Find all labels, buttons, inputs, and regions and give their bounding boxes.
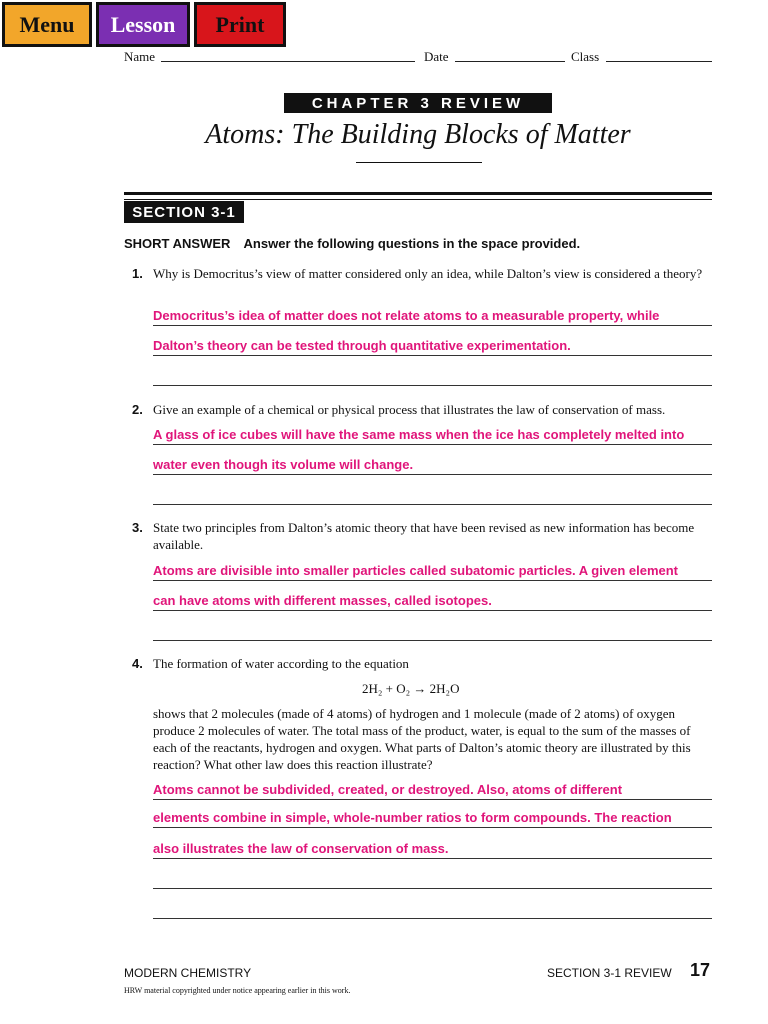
question-text: State two principles from Dalton’s atomic theory that have been revised as new information has become available. [153, 520, 695, 552]
page-number: 17 [690, 960, 711, 980]
title-divider [356, 162, 482, 163]
question-text: Why is Democritus’s view of matter considered only an idea, while Dalton’s view is considered a theory? [153, 266, 703, 281]
class-line [606, 61, 712, 62]
chapter-title: Atoms: The Building Blocks of Matter [205, 119, 631, 150]
answer-text: also illustrates the law of conservation of mass. [153, 841, 449, 856]
answer-line [153, 355, 712, 356]
section-rule [124, 192, 712, 195]
answer-text: Dalton’s theory can be tested through quantitative experimentation. [153, 338, 571, 353]
footer-section-review: SECTION 3-1 REVIEW [547, 966, 672, 980]
answer-text: A glass of ice cubes will have the same mass when the ice has completely melted into [153, 427, 685, 442]
section-label: SECTION 3-1 [124, 201, 244, 223]
answer-line [153, 504, 712, 505]
answer-line [153, 610, 712, 611]
section-rule-thin [124, 199, 712, 200]
answer-text: can have atoms with different masses, called isotopes. [153, 593, 492, 608]
answer-text: elements combine in simple, whole-number ratios to form compounds. The reaction [153, 810, 672, 825]
class-label: Class [571, 49, 600, 64]
name-label: Name [124, 49, 156, 64]
answer-line [153, 640, 712, 641]
question-text: The formation of water according to the equation [153, 656, 409, 671]
answer-line [153, 325, 712, 326]
question-text-continued: shows that 2 molecules (made of 4 atoms) of hydrogen and 1 molecule (made of 2 atoms) of oxygen produce 2 molecules of water. The total mass of the product, water, is equal to the sum of the masses of each of the reactants, hydrogen and oxygen. What parts of Dalton’s atomic theory are illustrated by this reaction? What other law does this reaction illustrate? [153, 706, 691, 772]
answer-line [153, 385, 712, 386]
question-number: 1. [132, 266, 143, 281]
answer-line [153, 474, 712, 475]
answer-text: Democritus’s idea of matter does not relate atoms to a measurable property, while [153, 308, 660, 323]
date-label: Date [424, 49, 449, 64]
copyright-notice: HRW material copyrighted under notice appearing earlier in this work. [124, 986, 351, 995]
answer-line [153, 858, 712, 859]
short-answer-instructions [124, 236, 580, 251]
chapter-banner: CHAPTER 3 REVIEW [284, 93, 552, 113]
question-number: 4. [132, 656, 143, 671]
chemical-equation: 2H₂ + O₂ → 2H₂O [362, 681, 460, 696]
answer-text: water even though its volume will change. [153, 457, 414, 472]
answer-text: Atoms cannot be subdivided, created, or destroyed. Also, atoms of different [153, 782, 623, 797]
question-number: 2. [132, 402, 143, 417]
date-line [455, 61, 565, 62]
answer-text: Atoms are divisible into smaller particles called subatomic particles. A given element [153, 563, 679, 578]
question-text: Give an example of a chemical or physical process that illustrates the law of conservation of mass. [153, 402, 666, 417]
question-number: 3. [132, 520, 143, 535]
short-answer-label: SHORT ANSWER [124, 236, 231, 251]
answer-line [153, 799, 712, 800]
answer-line [153, 444, 712, 445]
print-button[interactable]: Print [194, 2, 286, 47]
answer-line [153, 918, 712, 919]
instructions-text: Answer the following questions in the space provided. [243, 236, 581, 251]
menu-button[interactable]: Menu [2, 2, 92, 47]
answer-line [153, 827, 712, 828]
answer-line [153, 888, 712, 889]
footer-book-title: MODERN CHEMISTRY [124, 966, 252, 980]
answer-line [153, 580, 712, 581]
lesson-button[interactable]: Lesson [96, 2, 190, 47]
name-line [161, 61, 415, 62]
